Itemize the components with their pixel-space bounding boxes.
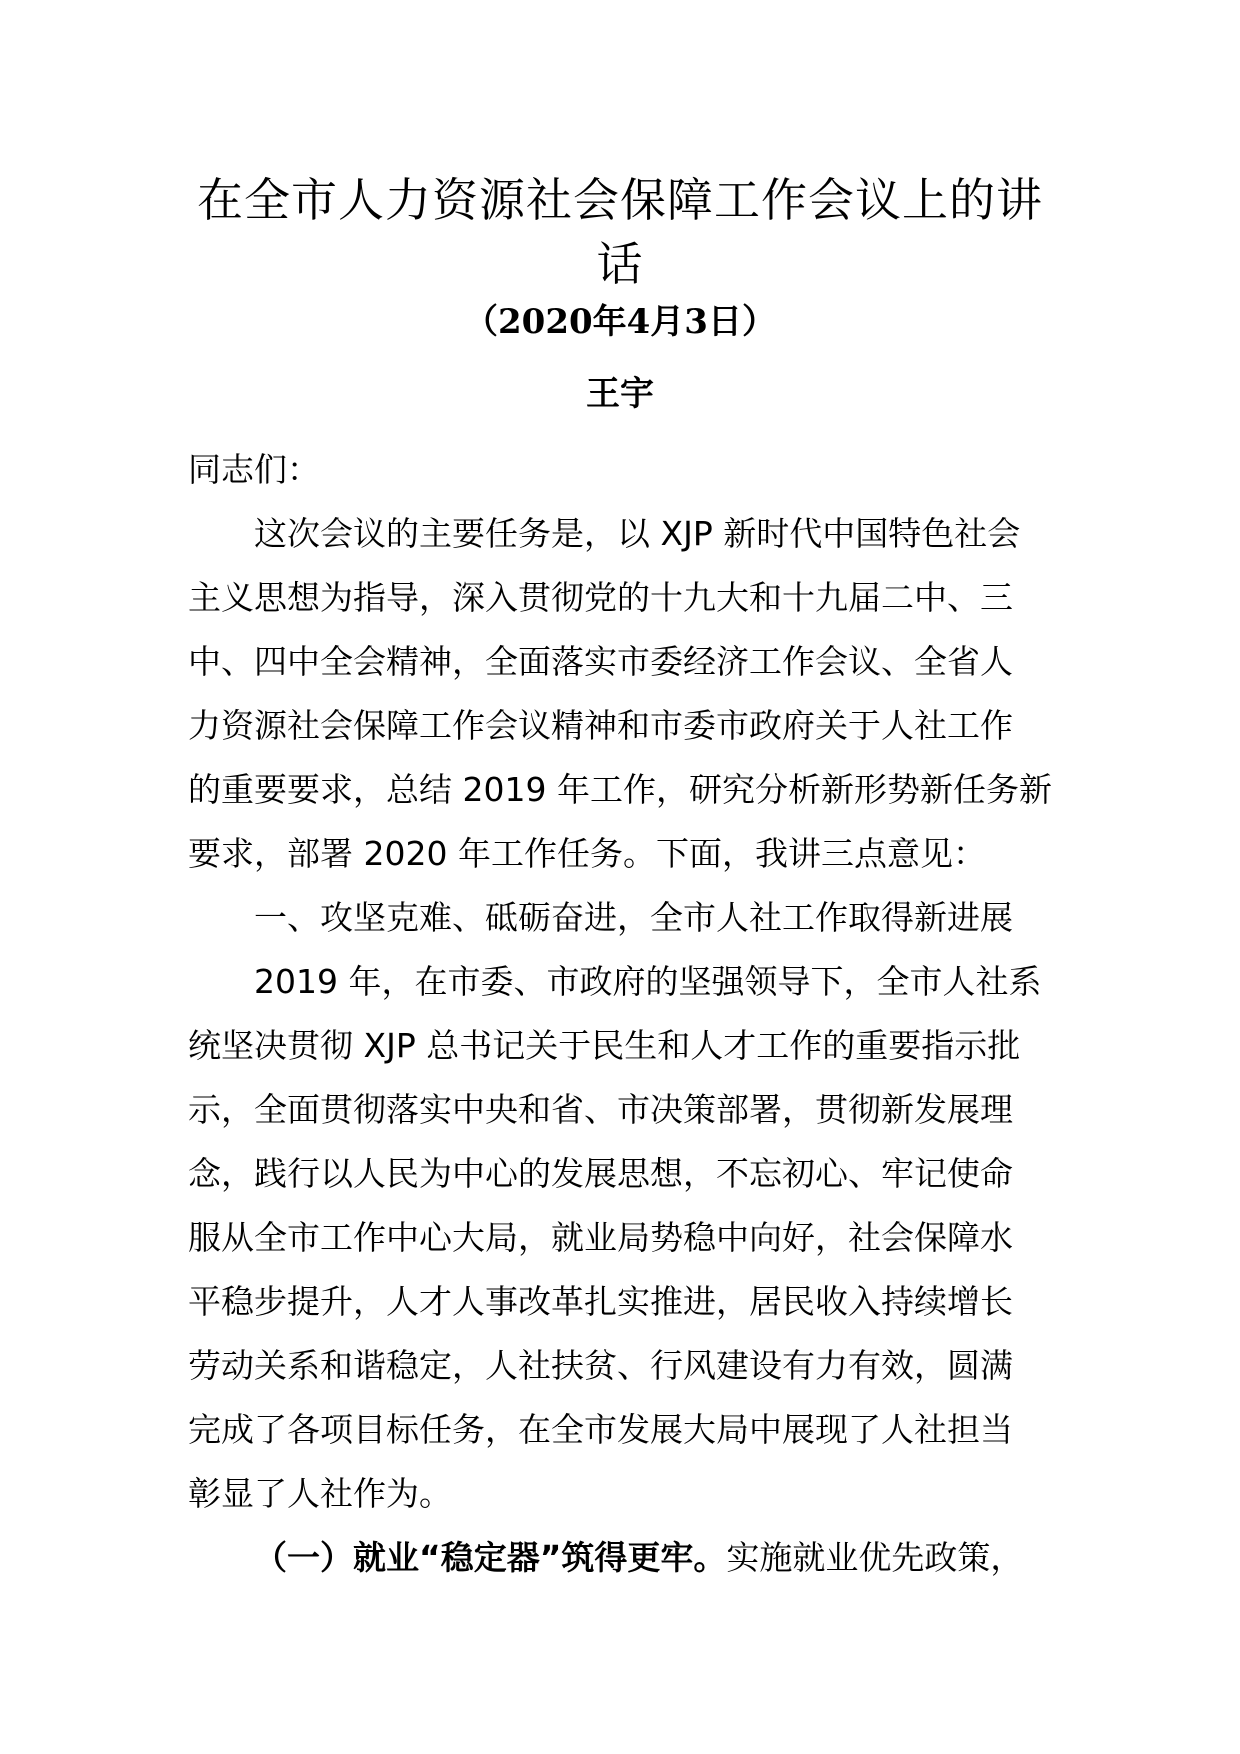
document-title-line-1: 在全市人力资源社会保障工作会议上的讲 bbox=[197, 173, 1043, 227]
body-line-13: 劳动关系和谐稳定，人社扶贫、行风建设有力有效，圆满 bbox=[188, 1346, 1013, 1385]
subheading-line bbox=[254, 1536, 1134, 1580]
body-line-1: 这次会议的主要任务是，以 XJP 新时代中国特色社会 bbox=[254, 514, 1021, 553]
body-line-12: 平稳步提升，人才人事改革扎实推进，居民收入持续增长 bbox=[188, 1282, 1013, 1321]
body-line-11: 服从全市工作中心大局，就业局势稳中向好，社会保障水 bbox=[188, 1218, 1013, 1257]
body-line-15: 彰显了人社作为。 bbox=[188, 1474, 452, 1513]
body-line-5: 的重要要求，总结 2019 年工作，研究分析新形势新任务新 bbox=[188, 770, 1052, 809]
body-line-7: 2019 年，在市委、市政府的坚强领导下，全市人社系 bbox=[254, 962, 1042, 1001]
subheading-bold: （一）就业“稳定器”筑得更牢。 bbox=[254, 1538, 727, 1577]
body-line-4: 力资源社会保障工作会议精神和市委市政府关于人社工作 bbox=[188, 706, 1013, 745]
body-line-9: 示，全面贯彻落实中央和省、市决策部署，贯彻新发展理 bbox=[188, 1090, 1013, 1129]
document-author: 王宇 bbox=[586, 374, 654, 414]
body-line-6: 要求，部署 2020 年工作任务。下面，我讲三点意见： bbox=[188, 834, 986, 873]
body-line-2: 主义思想为指导，深入贯彻党的十九大和十九届二中、三 bbox=[188, 578, 1013, 617]
document-title-line-2: 话 bbox=[596, 237, 644, 291]
body-line-10: 念，践行以人民为中心的发展思想，不忘初心、牢记使命 bbox=[188, 1154, 1013, 1193]
subheading-rest: 实施就业优先政策， bbox=[726, 1538, 1024, 1577]
body-line-14: 完成了各项目标任务，在全市发展大局中展现了人社担当 bbox=[188, 1410, 1013, 1449]
body-line-3: 中、四中全会精神，全面落实市委经济工作会议、全省人 bbox=[188, 642, 1013, 681]
salutation: 同志们： bbox=[188, 450, 320, 489]
body-line-8: 统坚决贯彻 XJP 总书记关于民生和人才工作的重要指示批 bbox=[188, 1026, 1021, 1065]
document-date: （2020年4月3日） bbox=[464, 302, 776, 342]
section-heading-1: 一、攻坚克难、砥砺奋进，全市人社工作取得新进展 bbox=[254, 898, 1013, 937]
